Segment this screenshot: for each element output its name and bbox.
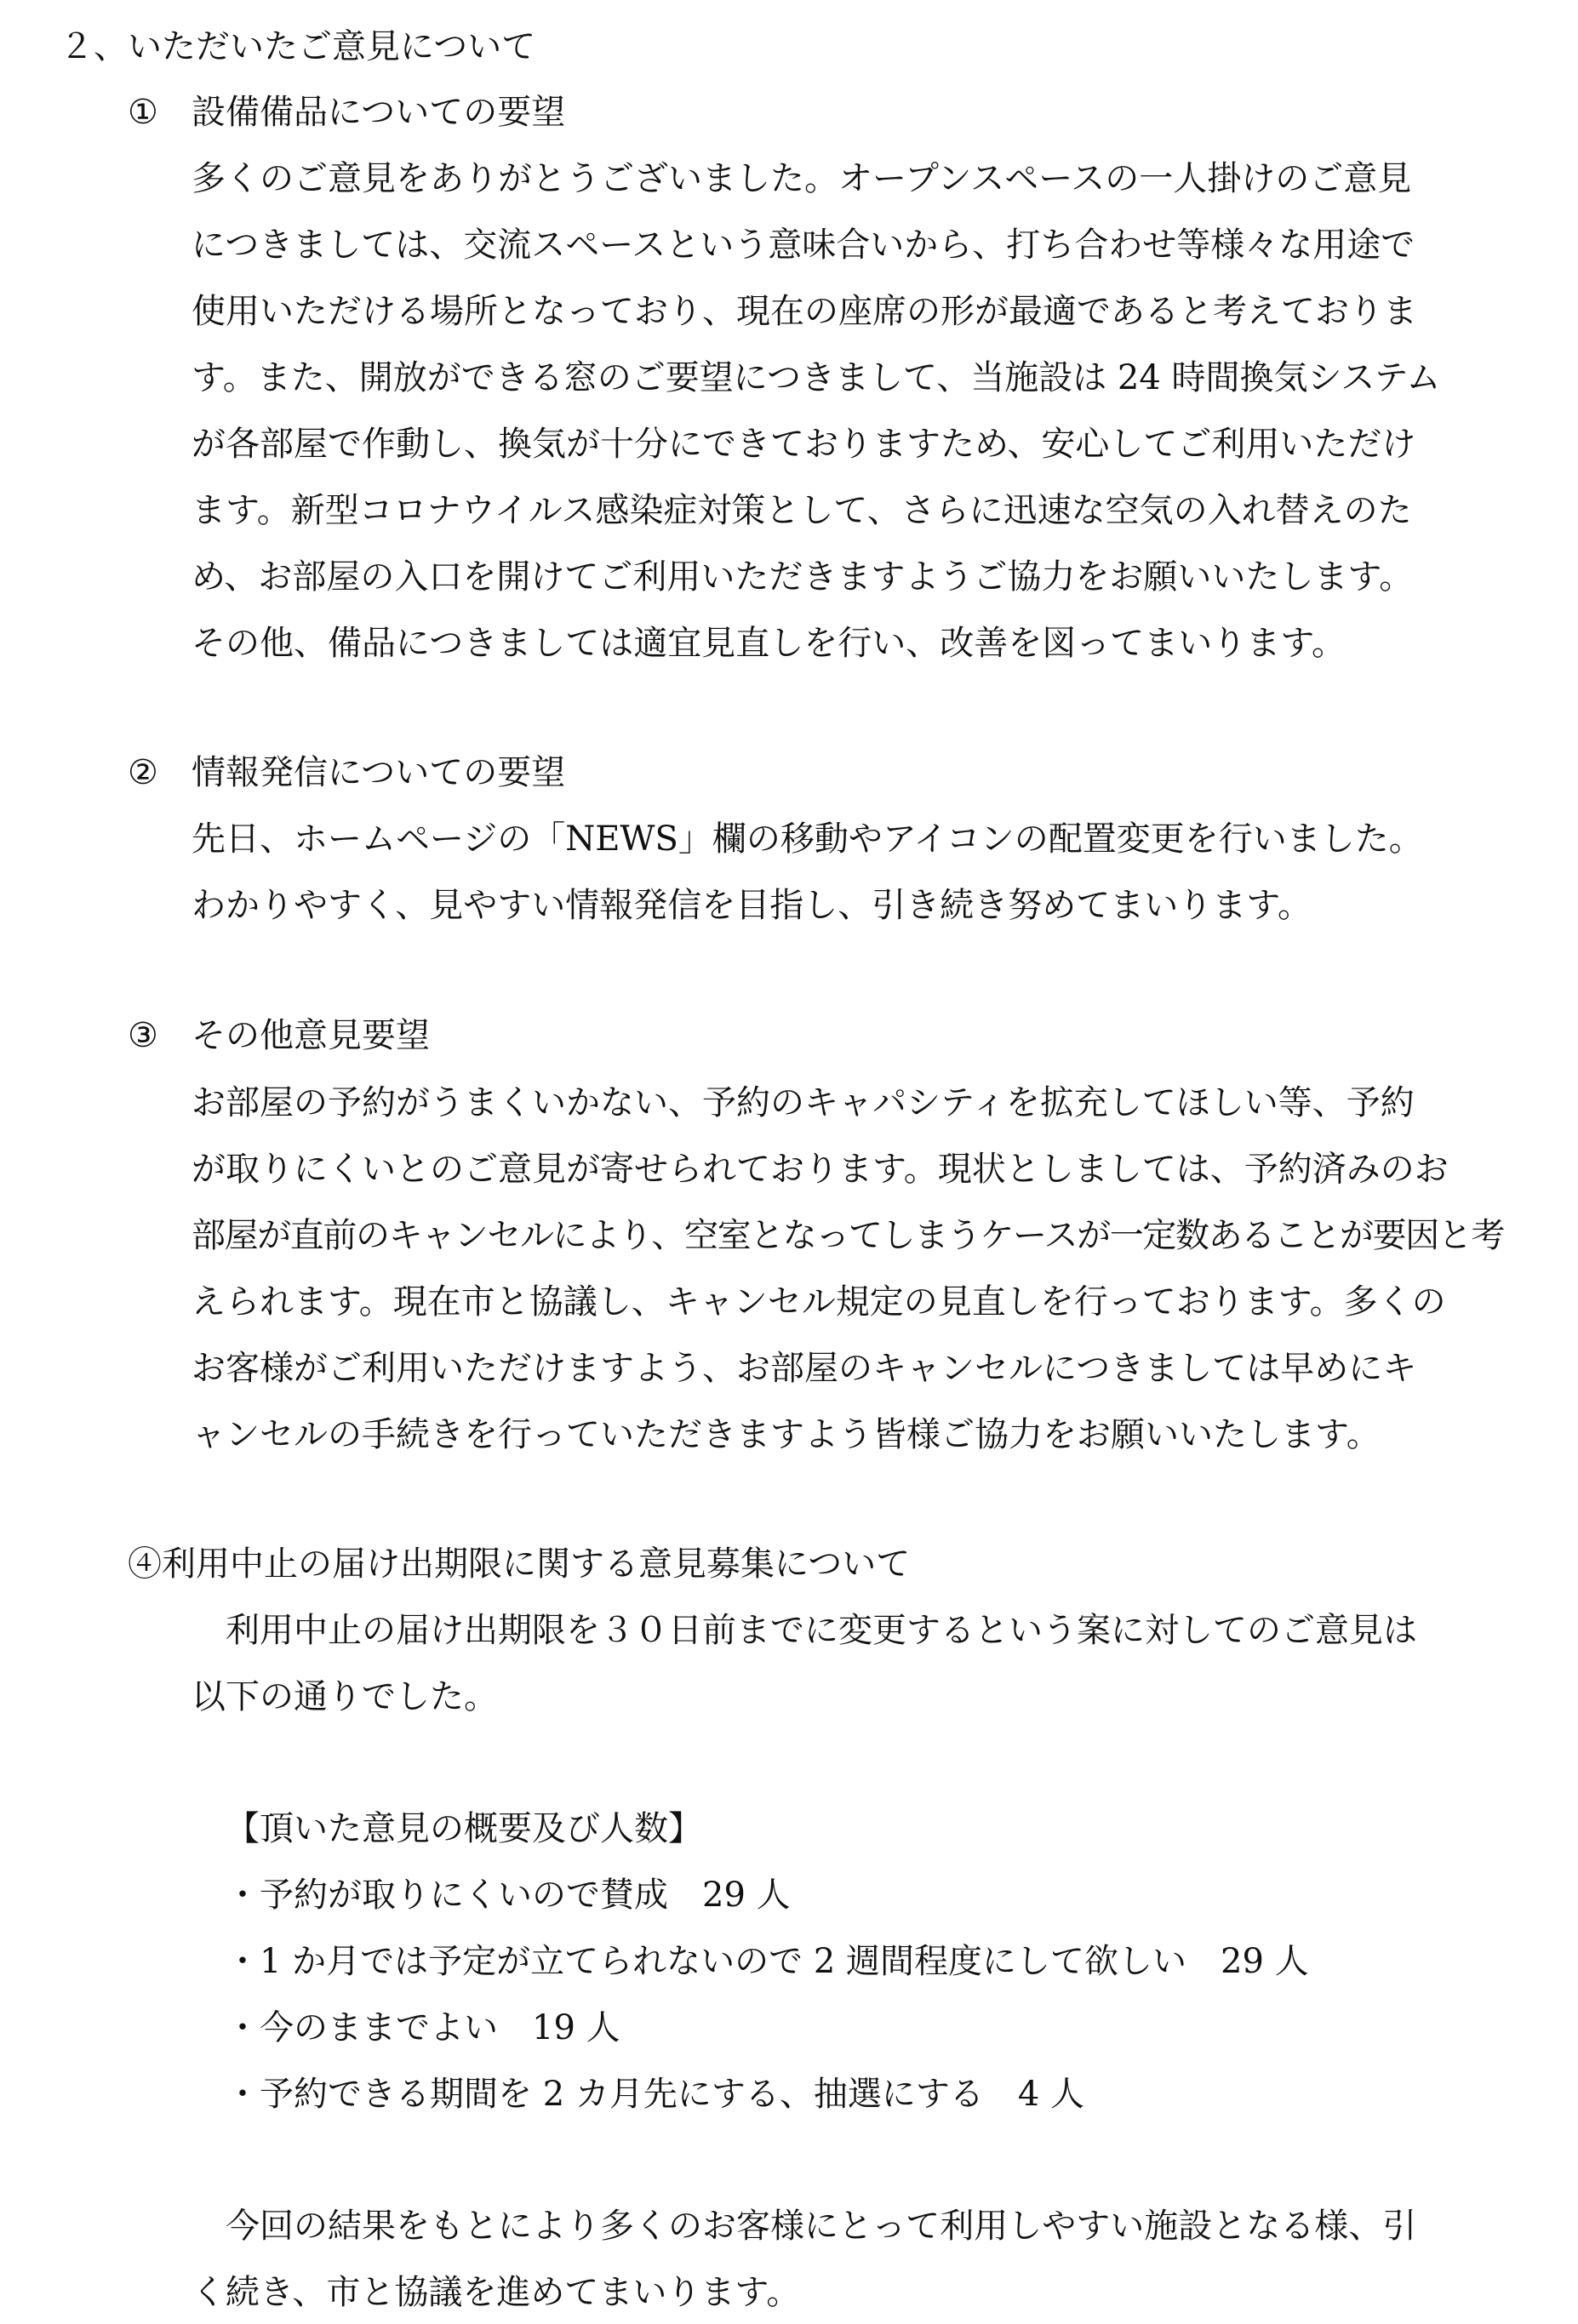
- item-3-line: お客様がご利用いただけますよう、お部屋のキャンセルにつきましては早めにキ: [192, 1349, 1417, 1388]
- item-2-number: ②: [128, 753, 158, 792]
- item-3-line: お部屋の予約がうまくいかない、予約のキャパシティを拡充してほしい等、予約: [192, 1083, 1415, 1122]
- item-3-title: その他意見要望: [192, 1016, 430, 1055]
- item-1-line: 使用いただける場所となっており、現在の座席の形が最適であると考えておりま: [192, 292, 1417, 331]
- item-3-line: えられます。現在市と協議し、キャンセル規定の見直しを行っております。多くの: [192, 1282, 1446, 1322]
- item-1-title: 設備備品についての要望: [192, 93, 566, 132]
- item-1-line: その他、備品につきましては適宜見直しを行い、改善を図ってまいります。: [192, 624, 1346, 663]
- item-4-line: 利用中止の届け出期限を３０日前までに変更するという案に対してのご意見は: [192, 1611, 1417, 1650]
- item-3-line: 部屋が直前のキャンセルにより、空室となってしまうケースが一定数あることが要因と考: [192, 1216, 1504, 1255]
- item-3-heading: [128, 1016, 430, 1055]
- item-1-line: につきましては、交流スペースという意味合いから、打ち合わせ等様々な用途で: [192, 226, 1415, 265]
- item-1-line: め、お部屋の入口を開けてご利用いただきますようご協力をお願いいたします。: [192, 557, 1414, 597]
- item-3-line: ャンセルの手続きを行っていただきますよう皆様ご協力をお願いいたします。: [192, 1415, 1381, 1454]
- item-3-line: が取りにくいとのご意見が寄せられております。現状としましては、予約済みのお: [192, 1150, 1449, 1189]
- closing-line: 今回の結果をもとにより多くのお客様にとって利用しやすい施設となる様、引: [192, 2207, 1417, 2246]
- section-heading: ２、いただいたご意見について: [60, 27, 536, 66]
- summary-title: 【頂いた意見の概要及び人数】: [226, 1809, 702, 1848]
- item-2-line: 先日、ホームページの「NEWS」欄の移動やアイコンの配置変更を行いました。: [192, 819, 1423, 859]
- item-2-heading: [128, 753, 566, 792]
- closing-line: く続き、市と協議を進めてまいります。: [192, 2273, 801, 2312]
- summary-item: ・予約できる期間を 2 カ月先にする、抽選にする 4 人: [226, 2075, 1085, 2114]
- item-1-heading: [128, 93, 566, 132]
- summary-item: ・予約が取りにくいので賛成 29 人: [226, 1876, 791, 1915]
- item-4-heading: ④利用中止の届け出期限に関する意見募集について: [128, 1545, 911, 1584]
- summary-item: ・今のままでよい 19 人: [226, 2008, 620, 2047]
- item-2-title: 情報発信についての要望: [192, 753, 566, 792]
- item-2-line: わかりやすく、見やすい情報発信を目指し、引き続き努めてまいります。: [192, 886, 1312, 925]
- item-1-line: ます。新型コロナウイルス感染症対策として、さらに迅速な空気の入れ替えのた: [192, 491, 1412, 530]
- item-1-line: が各部屋で作動し、換気が十分にできておりますため、安心してご利用いただけ: [192, 425, 1416, 464]
- summary-item: ・1 か月では予定が立てられないので 2 週間程度にして欲しい 29 人: [226, 1942, 1309, 1981]
- item-4-line: 以下の通りでした。: [192, 1677, 498, 1716]
- item-3-number: ③: [128, 1016, 158, 1055]
- item-1-line: す。また、開放ができる窓のご要望につきまして、当施設は 24 時間換気システム: [192, 358, 1441, 397]
- item-1-number: ①: [128, 93, 158, 132]
- item-1-line: 多くのご意見をありがとうございました。オープンスペースの一人掛けのご意見: [192, 159, 1412, 198]
